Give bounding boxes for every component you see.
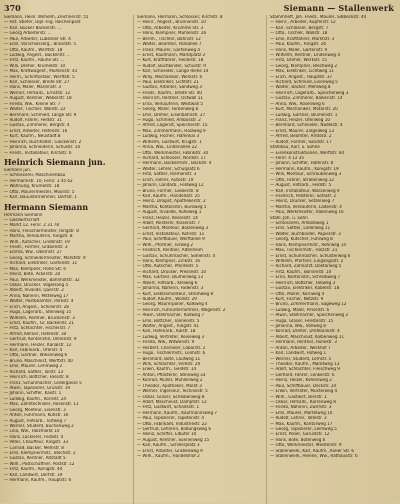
directory-entry: — Heinrich, Buchhalter, Glockenstr. 2	[4, 139, 82, 145]
directory-entry: — Paul, Schiffbauer, Werftallee 9	[137, 237, 205, 243]
directory-entry: — Franz, Heizer, Kesselstr. 14	[137, 215, 198, 221]
directory-entry: — Fritz, Kaufm., Rauhe Str. ...	[4, 58, 65, 64]
directory-entry: — Franz, Schuhmacher, Ledergasse 5	[4, 380, 82, 386]
directory-entry: — Eisenkonstruktionen, Werftstr. 60	[270, 150, 345, 156]
directory-entry: — Rudolf, Lehrer, Tafelstr. 2	[270, 416, 327, 422]
directory-entry: — Kurt, Elektromonteur, Stromweg 8	[137, 291, 214, 297]
directory-entry: — Oskar, Hilfsarb., Karrenweg 8	[270, 399, 336, 405]
directory-entry: — Wilhelm, Pförtner, Eingangsstr. 2	[270, 258, 344, 264]
directory-entry: — Bruno, Zimmermann, Sägeweg 12	[270, 302, 347, 308]
directory-entry: — Willi, Dreher, Krümelstr. 10	[4, 63, 66, 69]
directory-entry: — Albert, Hilfsarb., Kleiweg 6	[137, 280, 198, 286]
directory-entry: — Ernst, Installateur, Rohrstr. 11	[137, 231, 205, 237]
directory-entry: — Werner, Student, Buchenweg 2	[4, 423, 74, 429]
column-1	[4, 15, 130, 504]
directory-entry: — Franz, Maurer, Gartenweg 4	[137, 47, 201, 53]
directory-entry: Siemann jun.	[4, 167, 32, 173]
directory-entry: — Otto, Tischler, Wallstr. 18	[270, 31, 328, 37]
directory-entry: — Heinr., Arbeiter, Kupferstr. 12	[270, 20, 336, 26]
directory-entry: — Alwin, Stellmacher, Speichenweg 2	[270, 313, 349, 319]
entry-heading: Hermann Siemann	[4, 201, 89, 212]
directory-entry: — Georg, Tapezierer, Leimweg 5	[270, 427, 337, 433]
directory-entry: — Frieda, Ww., Kleine Str. 7	[4, 101, 61, 107]
directory-entry: — Rudolf, Former, Sandstr. 17	[270, 139, 332, 145]
directory-entry: — Paul, Elektriker, Lichtstr. 21	[137, 80, 199, 86]
directory-entry: — Ernst, Kaufmann, Marktplatz 2	[137, 52, 206, 58]
directory-entry: — Peter, Chauffeur, Ringstr. 33	[4, 440, 68, 446]
directory-entry: — Otto, Kutscher, Pferdestr. 5	[137, 264, 199, 270]
directory-entry: — Max, Zimmermann, Holzweg 9	[137, 128, 206, 134]
directory-entry: — Hugo, Glaser, Fensterstr. 15	[270, 318, 334, 324]
directory-entry: — Friedrich, Polsterer, Sofastr. 2	[270, 193, 337, 199]
directory-entry: — Hermann, Kaufm., Hauptstr. 6	[4, 478, 72, 484]
directory-entry: — Martha, Verkäuferin, Ladenstr. 4	[270, 204, 342, 210]
directory-entry: — Wilhelm, Rentner, Lindenweg 4	[270, 52, 340, 58]
directory-entry: — Otto, Arbeiter, Krumme Str. 3	[137, 25, 204, 31]
directory-entry: — Gustav, Zimmerer, Bergstr. 4	[4, 123, 70, 129]
directory-entry: — Conrad, Bäcker, Mehlstr. 8	[4, 445, 64, 451]
directory-entry: — Fritz, Dreher, Werkstr. 15	[270, 58, 327, 64]
directory-entry: — Richard, Schlosser, Nordstr. 17	[137, 155, 206, 161]
directory-entry: — Karl, Schlosser, Bergstr. 7	[270, 25, 329, 31]
directory-entry: — Friedr., Kaufm., Breite Str. 40	[137, 90, 202, 96]
directory-entry: — Ernst, Maurer, Ziegelweg 13	[270, 128, 334, 134]
directory-entry: — August, Hilfsarb., Feldstr. 5	[270, 183, 332, 189]
directory-entry: — Schlosserei, Amboßweg 1	[270, 221, 329, 227]
directory-entry: — Hermannstr. 10, Fernr. 3 45 62	[4, 178, 73, 184]
directory-entry: — Heinz, Drucker, Setzerweg 7	[270, 199, 335, 205]
directory-entry: — Richard, Elektriker, Gartenstr. 11	[4, 261, 78, 267]
directory-entry: — Oskar, Glaser, Scheibenweg 8	[137, 394, 205, 400]
directory-entry: — Fritz, Kaufm., Börsenstr. 10	[270, 269, 332, 275]
directory-entry: — Martha, Verkäuferin, Ringstr. 8	[4, 234, 73, 240]
directory-entry: — Adolf, Schlachter, Fleischweg 9	[270, 367, 340, 373]
directory-entry: — Emil, Vorschlosserg., Brandstr. 5	[4, 42, 77, 48]
directory-entry: — Walter, Beamter, Parkallee 7	[137, 42, 202, 48]
directory-entry: — Gertrud, Lehrerin, Bildungsweg 6	[137, 427, 211, 433]
directory-entry: — Erich, Fahrer, Autostr. 19	[137, 177, 194, 183]
directory-entry: — Konrad, Müller, Mühlenweg 2	[137, 378, 203, 384]
directory-entry: — Max, Elektriker, Lichtweg 11	[270, 69, 334, 75]
directory-entry: — Friedr., Former, Grabenstr. 3	[4, 245, 68, 251]
directory-entry: — Walter, Tischler, Wallstr. 22	[4, 107, 66, 113]
directory-entry: — Anna, Ww., Rosenweg 6	[270, 101, 325, 107]
directory-entry: — Willi, Schlachter, Viehstr. 20	[137, 362, 201, 367]
directory-entry: — Ernst, Polier, Gerüststr. 12	[270, 432, 330, 438]
directory-entry: — Werner, Hilfsarb., Ernststr. 12	[4, 90, 71, 96]
directory-entry: — Emil, Maurer, Lehmweg 2	[4, 364, 63, 370]
directory-entry: — Max, Klempner, Hohe Str. 6	[4, 266, 67, 272]
directory-entry: — Karl, Fabrikarb., Uferstr. 4	[4, 348, 63, 354]
directory-entry: — Hermann, Kaufm., Kaufmannsweg 7	[137, 410, 218, 416]
directory-entry: — Georg, Klempner, Blechweg 2	[270, 63, 338, 69]
directory-entry: — Fritz, Sattler, Riemenstr. 3	[137, 172, 197, 178]
directory-entry: — Frieda, Näherin, Zwirnstr. 3	[270, 405, 332, 411]
directory-entry: — Karl, Landwirt, Dorfstr. 19	[4, 472, 63, 478]
directory-entry: — Heinrich, Fuhrunternehmer, Wagenstr. 2	[137, 307, 226, 313]
directory-entry: — Max, Kraftwagenf., Mühlenstr. 41	[4, 69, 78, 75]
directory-entry: — Alwin, Tapezierer, Grünstr. 19	[4, 386, 71, 391]
directory-entry: — Karl, Schneider, Lange Reihe 14	[137, 69, 209, 75]
directory-entry: — Karl, Hafenarb., Kaistr. 18	[137, 329, 196, 335]
entry-heading: Heinrich Siemann jun.	[4, 156, 106, 167]
directory-entry: — Georg, Maurerpolier, Kalkweg 4	[137, 302, 208, 308]
directory-entry: — Gertrud, Kontoristin, Ulmenstr. 9	[4, 337, 77, 343]
directory-entry: — Paul, Arbeiter, Lübecker Str. 4	[4, 36, 71, 42]
directory-entry: — Johann, Schiffer, Kaistr. 1	[4, 391, 62, 397]
directory-entry: Stahlbau, Karl, u. Söhne	[270, 145, 320, 151]
directory-entry: — Wilh., Postschaffner, Poststr. 12	[4, 461, 75, 467]
directory-entry: — Karl, Kaufm., Handelsstr. 25	[137, 193, 200, 199]
directory-entry: — Max, Gärtner, Blumenweg 13	[137, 275, 204, 281]
directory-entry: — Paul, Werkmeister, Hallenweg 16	[270, 210, 344, 216]
directory-entry: — Rudolf, Fahrer, Feldstr. 31	[4, 118, 63, 124]
directory-entry: — Hermann, Bäckermstr., Backstr. 4	[137, 161, 212, 167]
directory-entry: — Gerhard, Fahrer, Lenkerstr. 6	[270, 372, 335, 378]
directory-entry: — Oskar, Drucker, Vogelsang 5	[4, 282, 69, 288]
directory-entry: — Gustav, Rentner, Altstadt 5	[4, 456, 66, 462]
directory-entry: — Walter, Postbeamter, Parkstr. 4	[4, 299, 74, 305]
directory-entry: — Heinrich, Rentner, Ostwall 11	[137, 96, 203, 102]
directory-entry: — Paul, Kaufm., Ringstr. 26	[270, 42, 327, 48]
directory-entry: — Gerhard, Monteur, Bolzenweg 3	[137, 226, 208, 232]
columns	[4, 15, 396, 504]
directory-entry: — Anton, Arbeiter, Werkhof 7	[270, 345, 331, 351]
directory-entry: — Ernst, Kaufm., Gr. Bäckerstr. 21	[4, 320, 75, 326]
directory-entry: — Heinrich, Lagerarb., Speicherweg 3	[270, 90, 349, 96]
directory-entry: — Erwin, Vertreter, Musterweg 4	[270, 389, 338, 395]
directory-entry: — Hermann, Kaufm., Königstr. 19	[270, 166, 339, 172]
directory-entry: — Johanna, Ww., Stillweg 8	[270, 324, 326, 330]
directory-entry: — Otto, Werkmeister, Meisterstr. 9	[270, 443, 342, 449]
directory-entry: — Kurt, Kraftfahrer, Heidestr. 18	[137, 58, 204, 64]
directory-entry: — Hans, Fleischermeister, Ringstr. 8	[4, 228, 79, 234]
directory-entry: — Erwin, Kaufm., Geldstr. 14	[137, 367, 197, 373]
directory-entry: — Hans, Klempnermstr., Rohrweg 14	[270, 242, 346, 248]
directory-entry: — Hans, Lackierer, Farbstr. 4	[4, 434, 64, 440]
directory-entry: — Richard, Drucker, Pressestr. 10	[137, 269, 206, 275]
directory-entry: — Bernhard, Schmied, Lange Str. 9	[4, 112, 77, 118]
directory-entry: — Wilh., Kaufm., Handelshof 2	[137, 454, 200, 460]
directory-entry: — Bernh., Tischler, Bahnstr. 12	[137, 36, 201, 42]
directory-entry: — Bruno, Maschinist, Werftstr. 40	[4, 358, 73, 364]
directory-entry: — Alfred, Beamter, Amtsstr. 2	[270, 134, 332, 140]
directory-entry: — Lina, Ww., Holzmarkt 10	[4, 429, 60, 435]
directory-entry: — Adolf, Polsterer, Kissenstr. 7	[137, 221, 200, 227]
directory-entry: — Erich, Angest., Hauptstr. 37	[270, 74, 333, 80]
directory-entry: — Anna, Näherin, Mittelweg 17	[4, 293, 69, 299]
directory-entry: — Stallenwerk, Helene, Ww., Rathausstr. 6	[270, 454, 358, 460]
column-3	[266, 15, 396, 504]
directory-entry: — Walter, Angest., Ringstr. 41	[137, 324, 199, 330]
directory-entry: — Otto, Fahrer, Straßenweg 12	[270, 177, 335, 183]
directory-entry: — Max, Tischlermstr., Holzstr. 21	[270, 248, 338, 254]
directory-entry: — Heinz, Schiffer, Elbufer 10	[137, 432, 197, 438]
directory-entry: — Konrad, Dreher, Drehbankstr. 4	[270, 329, 340, 335]
directory-entry: — Hugo, Tischlermstr., Leimstr. 6	[137, 351, 206, 357]
directory-entry: — Ludwig, Angest., Bäckerstr. ...	[4, 52, 71, 58]
directory-entry: — Gastwirtschaft	[4, 217, 40, 223]
directory-entry: Hermann Siemann	[4, 212, 43, 218]
directory-entry: — Heinrich, Böttcher, Faßweg 3	[270, 280, 336, 286]
directory-entry: — Walter, Lehrer, Schulplatz 6	[137, 166, 200, 172]
directory-entry: — Ernst, Arbeiter, Hafenstr. 16	[4, 128, 68, 134]
directory-entry: — Fernr. 4 12 35	[270, 155, 305, 161]
directory-entry: — Bruno, Former, Gießerstr. 8	[137, 188, 199, 194]
directory-entry: — Gustav, Elektriker, Kabelstr. 18	[270, 286, 340, 292]
directory-entry: — Wohnung, Krümelstr. 18	[4, 184, 60, 190]
directory-entry: — Bernhard, Bote, Laufweg 11	[137, 356, 201, 362]
directory-entry: — Otto, Maurermeister, Moorstr. 5	[4, 189, 75, 195]
directory-entry: — Willi, Monteur, Schraubenweg 3	[270, 172, 342, 178]
directory-entry: — Karl, Landwirt, Hofweg 1	[270, 351, 327, 357]
directory-entry: — Alfred, Lagerist, Speicherstr. 15	[137, 123, 208, 129]
directory-entry: — Friedr., Installateur, Kirchstr. 6	[4, 150, 72, 156]
directory-entry: — Ludwig, Maler, Pinselstr. 6	[270, 307, 330, 313]
directory-entry: — Heinrich, Böttcher, Fassstr. 8	[4, 375, 69, 381]
directory-entry: — Emil, Klempnermstr., Blechstr. 2	[4, 451, 76, 457]
directory-entry: — Wilh., Pförtner, Torweg 2	[137, 242, 194, 248]
directory-entry: — Frieda, Ww., Witwenstr. 9	[137, 340, 195, 346]
directory-entry: — Emil, Maurer, Mörtelweg 10	[270, 410, 333, 416]
directory-entry: — Erna, Kontoristin, Schreibweg 7	[270, 275, 341, 281]
directory-entry: — Wilhelm, Gastwirt, Krugstr. 1	[137, 139, 202, 145]
directory-entry: — Rudolf, Kaufm., Wollstr. 29	[137, 296, 197, 302]
page-number: 370	[4, 3, 21, 13]
directory-entry: — Albert, Invalide, Querstr. 2	[4, 288, 64, 294]
directory-entry: — Ludwig, Fischer, Hafenkai 3	[137, 134, 199, 140]
directory-entry: — Fritz, Schlachter, Fischerstr. 7	[4, 326, 71, 332]
directory-entry: — August, Hilfsarb., Torfweg 7	[4, 418, 67, 424]
directory-entry: — Hans, Klempner, Mühlenstr. 26	[137, 31, 207, 37]
directory-entry: — Johanna, Schneiderin, Schulstr. 14	[4, 145, 81, 151]
directory-entry: — Karl, Kaufm., Schillerplatz 3	[137, 443, 200, 449]
directory-entry: — Herbert, Chemiker, Laborstr. 2	[137, 345, 206, 351]
directory-entry: Stahl, Joh. u. Sohn	[270, 215, 308, 221]
directory-entry: — Hans, Maler, Gartenstr. 9	[270, 47, 328, 53]
directory-entry: — Theodor, Kaufm., Marktweg 13	[270, 362, 340, 367]
running-head: Siemann — Stallenwerk	[283, 3, 394, 13]
directory-entry: — Adolf, Maschinist, Dampfstr. 12	[137, 399, 207, 405]
directory-entry: — Ludwig, Kaufm., Kornstr. 24	[4, 396, 67, 402]
directory-entry: — Georg Arbeiterstr. ...	[4, 31, 52, 37]
directory-entry: — Emil, Sattler, Lederweg 11	[270, 226, 331, 232]
directory-entry: — Albert, Maschinist, Kolbenweg 11	[270, 334, 345, 340]
directory-entry: — Heinz, Bote, Ackerstr. 20	[4, 272, 61, 278]
directory-entry: — Emma, Ww., Obernstr. 27	[4, 250, 62, 256]
directory-entry: — Walter, Buchbinder, Papierstr. 3	[270, 231, 341, 237]
directory-entry: — Gustav, Zimmerer, Balkenstr. 14	[270, 96, 343, 102]
directory-entry: — Hugo, Schmied, Ambosstr. 2	[137, 118, 201, 124]
directory-entry: — Herm., Schriftsetzer, Werftstr. 5	[4, 74, 75, 80]
directory-entry: Stammheft, Joh. Friedr., Maurer, Sibbeckstr. 44	[270, 15, 367, 20]
directory-entry: — Friedrich, Rentner, Altenheim	[137, 248, 203, 254]
directory-entry: — Erna, Verkäuferin, Westwall 5	[137, 101, 203, 107]
directory-entry: Siemann, Heinr. Wilhelm, Zeichnerstr. 55	[4, 15, 89, 20]
directory-entry: — Georg, Schneidermeister, Marktstr. 9	[4, 255, 86, 261]
directory-entry: — Richard, Zahnarzt, Doktorweg 5	[270, 264, 342, 270]
directory-entry: — Ernst, Schuhmacher, Schusterweg 6	[270, 253, 351, 259]
directory-entry: — Otto, Müller, Kornweg 4	[270, 291, 325, 297]
directory-entry: — Karl, Installateur, Wasserweg 9	[270, 188, 340, 194]
directory-entry: — Fritz, Gastwirt, Schankstr. 1	[137, 405, 200, 411]
directory-entry: — Otto, Werkmeister, Fabrikstr. 30	[137, 150, 209, 156]
directory-entry: — Richard, Sattler, Torstr. 13	[4, 369, 64, 375]
directory-entry: — Paul, Werkmeister, Bahnhofstr. 32	[4, 277, 80, 283]
directory-entry: — August, Rentner, Weberstr. 18	[4, 96, 72, 102]
directory-entry: — Otto, Fabrikant, Industriestr. 22	[137, 421, 207, 427]
directory-entry: — Hugo, Lagerarb., Steinweg 15	[4, 310, 72, 316]
directory-entry: — Heinr., Angest., Brunnenstr. 10	[137, 20, 206, 26]
directory-entry: — Wilh., Kutscher, Lindenstr. 19	[4, 239, 70, 245]
directory-entry: — Bernhard, Schneider, Nadelstr. 4	[270, 123, 343, 129]
directory-entry: — Werner, Ingenieur, Technikstr. 5	[137, 389, 208, 395]
directory-entry: — Stallenwerk, Karl, Kaufm., Kieler Str. 6	[270, 448, 355, 454]
directory-entry: — Ludwig, Gärtner, Blumenstr. 1	[270, 112, 338, 118]
directory-entry: — Wilh., Gastwirt, Bierstr. 1	[270, 394, 327, 400]
directory-entry: — Emil, Kraftfahrer, Marktstr. 3	[270, 36, 335, 42]
directory-entry: — August, Rentner, Sonnenweg 15	[137, 437, 210, 443]
directory-entry: — Emil, Dreher, Eisenbahnstr. 27	[137, 112, 206, 118]
directory-entry: — Kurt, Mechaniker, Motorstr. 20	[270, 107, 338, 113]
directory-entry: — Franz, Heizer, Ofenweg 10	[270, 118, 330, 124]
directory-entry: — Gustav, Arbeiter, Sandweg 3	[137, 85, 202, 91]
directory-entry: — Erich, Angest., Schillerstr. 28	[4, 304, 69, 310]
directory-entry: — Paul, Schiffbauer, Dockstr. 20	[270, 383, 337, 389]
directory-entry: — Hans, Bote, Botenweg 6	[270, 437, 326, 443]
directory-entry: — Emil, Böttcher, Tonnenstr. 5	[137, 318, 200, 324]
directory-entry: — Kurt, Kaufm., Neustadt 8	[4, 134, 61, 140]
directory-entry: — Max, Kaufm., Kontorweg 17	[270, 421, 333, 427]
directory-entry: — Schlosserei, Maschinenbau	[4, 173, 66, 179]
directory-entry: — Gustav, Schuhmacher, Sohlenstr. 4	[137, 253, 216, 259]
directory-entry: — Max, Zahntechniker, Rosenstr. 11	[4, 402, 79, 408]
directory-entry: — Ernst, Arbeiter, Grabenweg 9	[137, 448, 203, 454]
directory-entry: — Georg, Monteur, Eisenstr. 3	[4, 407, 66, 413]
directory-entry: — Werner, Student, Lernstr. 5	[270, 356, 332, 362]
directory-entry: — Johann, Landarb., Feldweg 12	[137, 183, 204, 189]
directory-entry: — Anton, Fuhrmann, Kuhstr. 16	[4, 413, 69, 419]
directory-entry: — Georg, Kutscher, Fuhrweg 8	[270, 237, 333, 243]
directory-entry: — Willy, Mechaniker, Werkstr. 6	[137, 74, 203, 80]
directory-entry: — Hans, Maler, Marienstr. 3	[4, 85, 62, 91]
directory-entry: — Kurt, Fischer, Netzstr. 9	[270, 296, 324, 302]
directory-entry: — Alwin, Stellmacher, Radweg 7	[137, 313, 205, 319]
directory-entry: — Martha, Kontoristin, Büroweg 5	[137, 204, 207, 210]
directory-entry: — Theodor, Apotheker, Markt 3	[137, 383, 202, 389]
directory-entry: — Karl, Bauunternehmer, Dorfstr. 1	[4, 195, 77, 201]
column-2	[133, 15, 263, 504]
directory-entry: — Karl, Schlosser, Breite Str. 27	[4, 80, 70, 86]
directory-entry: — Karl, Bücker Bäckerstr. ...	[4, 25, 62, 31]
directory-entry: — Richard, Schmied, Eisenweg 5	[270, 80, 338, 86]
directory-entry: Siemann, Hermann, Schlosser, Kirchstr. 8	[137, 15, 223, 20]
directory-entry: — Walter, Bäcker, Mehlweg 8	[270, 85, 331, 91]
directory-entry: — Anton, Pflasterer, Steinweg 33	[137, 372, 206, 378]
directory-entry: — August, Invalide, Ruheweg 1	[137, 210, 202, 216]
directory-entry: — Markt 12, Fernr. 2 31 78	[4, 223, 60, 229]
directory-entry: — Hst. Stiefer, Dipl.-Ing. Reichenpost	[4, 20, 81, 26]
page-header	[4, 3, 396, 15]
directory-entry: — Hermann, Heizer, Kanalstr. 12	[4, 342, 72, 348]
directory-entry: — Otto, Kaufm., Werftstr. 18	[4, 47, 63, 53]
directory-entry: — Johanna, Näherin, Fadenstr. 3	[137, 286, 204, 292]
directory-entry: — Otto, Gärtner, Wiesenweg 6	[4, 353, 68, 359]
directory-entry: — Hermann, Rentner, Ruhestr. 3	[270, 340, 337, 346]
directory-entry: — Paul, Tapezierer, Tapetenstr. 4	[137, 416, 204, 422]
directory-entry: — Wilhelm, Rentner, Brückenstr. 3	[4, 315, 75, 321]
directory-entry: — Alfred, Kellner, Hafenstr. 30	[4, 331, 67, 337]
directory-entry: — Fritz, Kaufm., Königstr. 44	[4, 467, 63, 473]
directory-entry: — Ludwig, Vertreter, Reiseweg 3	[137, 334, 205, 340]
directory-entry: — Rudolf, Buchbinder, Schulstr. 9	[137, 63, 206, 69]
directory-entry: — Georg, Maler, Farbenweg 8	[137, 107, 199, 113]
directory-entry: — Johann, Schiffer, Hafenstr. 8	[270, 161, 334, 167]
directory-entry: — Heinz, Drogist, Apothekerstr. 2	[137, 199, 206, 205]
directory-entry: — Hans, Klempner, Zinkstr. 16	[137, 258, 200, 264]
directory-entry: — Heinz, Heizer, Kohlenweg 2	[270, 378, 332, 384]
directory-entry: — Anna, Ww., Lindenallee 22	[137, 145, 197, 151]
